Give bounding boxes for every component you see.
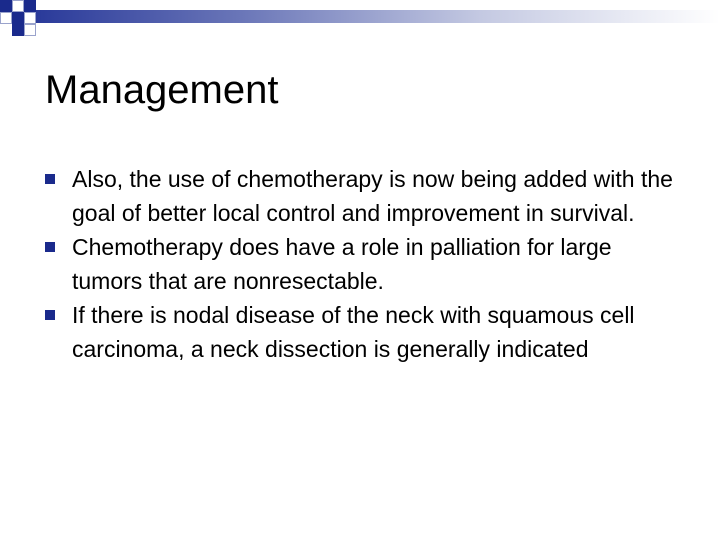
decor-square bbox=[24, 12, 36, 24]
decor-square bbox=[12, 12, 24, 24]
slide-title: Management bbox=[45, 68, 279, 112]
decor-square bbox=[0, 12, 12, 24]
bullet-item bbox=[45, 162, 685, 230]
square-bullet-icon bbox=[45, 310, 55, 320]
decor-square bbox=[0, 0, 12, 12]
decor-square bbox=[24, 24, 36, 36]
decor-square bbox=[24, 0, 36, 12]
square-bullet-icon bbox=[45, 242, 55, 252]
bullet-list bbox=[45, 162, 685, 366]
bullet-text: Chemotherapy does have a role in palliation for large tumors that are nonresectable. bbox=[72, 234, 612, 294]
decor-square bbox=[12, 24, 24, 36]
bullet-text: Also, the use of chemotherapy is now being added with the goal of better local control and improvement in survival. bbox=[72, 166, 673, 226]
bullet-text: If there is nodal disease of the neck with squamous cell carcinoma, a neck dissection is generally indicated bbox=[72, 302, 635, 362]
header-gradient-bar bbox=[36, 10, 720, 23]
square-bullet-icon bbox=[45, 174, 55, 184]
decor-square bbox=[12, 0, 24, 12]
bullet-item bbox=[45, 230, 685, 298]
bullet-item bbox=[45, 298, 685, 366]
